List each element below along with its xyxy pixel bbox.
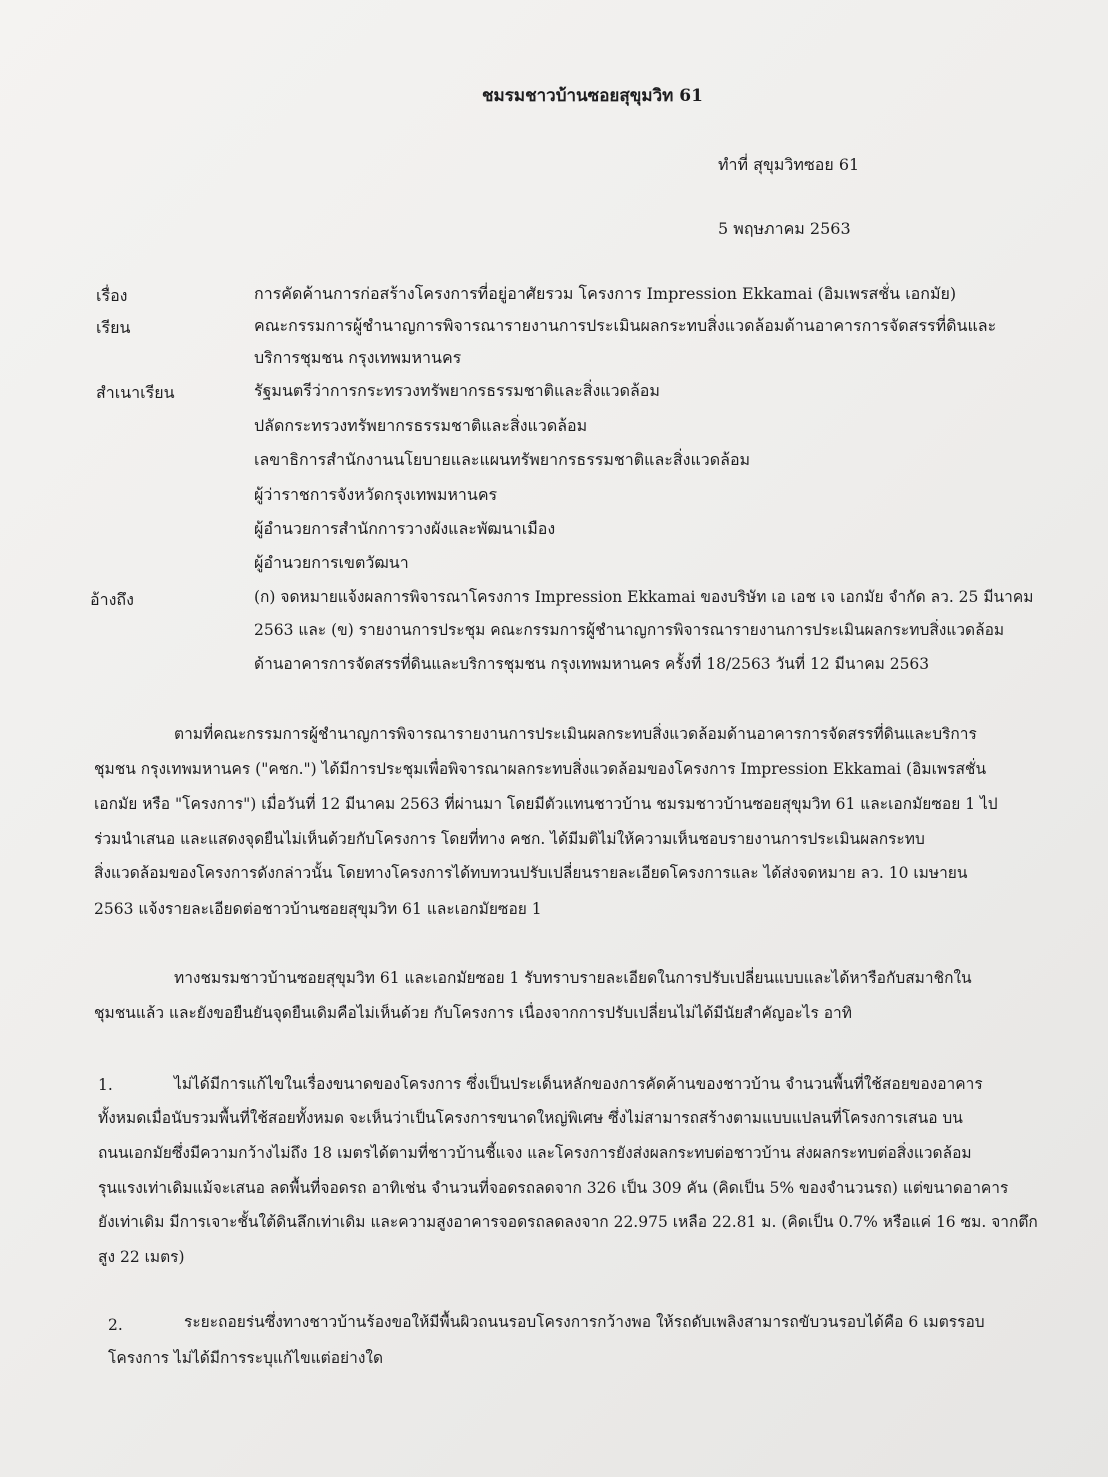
- cc-line: ผู้ว่าราชการจังหวัดกรุงเทพมหานคร: [254, 485, 498, 504]
- list-item-line: สูง 22 เมตร): [98, 1248, 185, 1266]
- cc-line: ผู้อำนวยการเขตวัฒนา: [254, 553, 409, 572]
- reference-label: อ้างถึง: [90, 590, 134, 609]
- subject-label: เรื่อง: [96, 286, 128, 305]
- body-paragraph-line: เอกมัย หรือ "โครงการ") เมื่อวันที่ 12 มีนาคม 2563 ที่ผ่านมา โดยมีตัวแทนชาวบ้าน ชมรมชาวบ้านซอยสุขุมวิท 61 และเอกมัยซอย 1 ไป: [94, 795, 998, 813]
- cc-line: รัฐมนตรีว่าการกระทรวงทรัพยากรธรรมชาติและสิ่งแวดล้อม: [254, 381, 660, 400]
- body-paragraph-line: ร่วมนำเสนอ และแสดงจุดยืนไม่เห็นด้วยกับโครงการ โดยที่ทาง คชก. ได้มีมติไม่ให้ความเห็นชอบรายงานการประเมินผลกระทบ: [94, 830, 925, 848]
- list-item-number: 2.: [108, 1316, 123, 1334]
- body-paragraph-line: ตามที่คณะกรรมการผู้ชำนาญการพิจารณารายงานการประเมินผลกระทบสิ่งแวดล้อมด้านอาคารการจัดสรรที่ดินและบริการ: [174, 725, 977, 743]
- sender-address: ทำที่ สุขุมวิทซอย 61: [718, 155, 860, 174]
- list-item-number: 1.: [98, 1076, 113, 1094]
- reference-line: (ก) จดหมายแจ้งผลการพิจารณาโครงการ Impression Ekkamai ของบริษัท เอ เอช เจ เอกมัย จำกัด ลว. 25 มีนาคม: [254, 588, 1034, 606]
- list-item-line: ทั้งหมดเมื่อนับรวมพื้นที่ใช้สอยทั้งหมด จะเห็นว่าเป็นโครงการขนาดใหญ่พิเศษ ซึ่งไม่สามารถสร้างตามแบบแปลนที่โครงการเสนอ บน: [98, 1109, 963, 1127]
- body-paragraph-line: 2563 แจ้งรายละเอียดต่อชาวบ้านซอยสุขุมวิท 61 และเอกมัยซอย 1: [94, 900, 542, 918]
- cc-line: ผู้อำนวยการสำนักการวางผังและพัฒนาเมือง: [254, 519, 556, 538]
- recipient-line: บริการชุมชน กรุงเทพมหานคร: [254, 348, 462, 367]
- list-item-line: ยังเท่าเดิม มีการเจาะชั้นใต้ดินลึกเท่าเดิม และความสูงอาคารจอดรถลดลงจาก 22.975 เหลือ 22.81 ม. (คิดเป็น 0.7% หรือแค่ 16 ซม. จากตึก: [98, 1213, 1038, 1231]
- list-item-line: รุนแรงเท่าเดิมแม้จะเสนอ ลดพื้นที่จอดรถ อาทิเช่น จำนวนที่จอดรถลดจาก 326 เป็น 309 คัน (คิดเป็น 5% ของจำนวนรถ) แต่ขนาดอาคาร: [98, 1179, 1009, 1197]
- cc-line: ปลัดกระทรวงทรัพยากรธรรมชาติและสิ่งแวดล้อม: [254, 416, 588, 435]
- body-paragraph-line: ทางชมรมชาวบ้านซอยสุขุมวิท 61 และเอกมัยซอย 1 รับทราบรายละเอียดในการปรับเปลี่ยนแบบและได้หารือกับสมาชิกใน: [174, 969, 972, 987]
- body-paragraph-line: ชุมชนแล้ว และยังขอยืนยันจุดยืนเดิมคือไม่เห็นด้วย กับโครงการ เนื่องจากการปรับเปลี่ยนไม่ได้มีนัยสำคัญอะไร อาทิ: [94, 1004, 852, 1022]
- body-paragraph-line: ชุมชน กรุงเทพมหานคร ("คชก.") ได้มีการประชุมเพื่อพิจารณาผลกระทบสิ่งแวดล้อมของโครงการ Impression Ekkamai (อิมเพรสชั่น: [94, 760, 987, 778]
- reference-line: ด้านอาคารการจัดสรรที่ดินและบริการชุมชน กรุงเทพมหานคร ครั้งที่ 18/2563 วันที่ 12 มีนาคม 2563: [254, 655, 930, 673]
- organization-title: ชมรมชาวบ้านซอยสุขุมวิท 61: [482, 86, 703, 106]
- list-item-line: ระยะถอยร่นซึ่งทางชาวบ้านร้องขอให้มีพื้นผิวถนนรอบโครงการกว้างพอ ให้รถดับเพลิงสามารถขับวนรอบได้คือ 6 เมตรรอบ: [184, 1313, 985, 1331]
- cc-line: เลขาธิการสำนักงานนโยบายและแผนทรัพยากรธรรมชาติและสิ่งแวดล้อม: [254, 450, 751, 469]
- recipient-label: เรียน: [96, 318, 131, 337]
- cc-label: สำเนาเรียน: [96, 383, 175, 402]
- letter-date: 5 พฤษภาคม 2563: [718, 219, 851, 238]
- body-paragraph-line: สิ่งแวดล้อมของโครงการดังกล่าวนั้น โดยทางโครงการได้ทบทวนปรับเปลี่ยนรายละเอียดโครงการและ ได้ส่งจดหมาย ลว. 10 เมษายน: [94, 864, 968, 882]
- list-item-line: โครงการ ไม่ได้มีการระบุแก้ไขแต่อย่างใด: [108, 1349, 384, 1367]
- reference-line: 2563 และ (ข) รายงานการประชุม คณะกรรมการผู้ชำนาญการพิจารณารายงานการประเมินผลกระทบสิ่งแวดล้อม: [254, 621, 1005, 639]
- list-item-line: ถนนเอกมัยซึ่งมีความกว้างไม่ถึง 18 เมตรได้ตามที่ชาวบ้านชี้แจง และโครงการยังส่งผลกระทบต่อชาวบ้าน ส่งผลกระทบต่อสิ่งแวดล้อม: [98, 1144, 972, 1162]
- subject-text: การคัดค้านการก่อสร้างโครงการที่อยู่อาศัยรวม โครงการ Impression Ekkamai (อิมเพรสชั่น เอกมัย): [254, 284, 957, 303]
- list-item-line: ไม่ได้มีการแก้ไขในเรื่องขนาดของโครงการ ซึ่งเป็นประเด็นหลักของการคัดค้านของชาวบ้าน จำนวนพื้นที่ใช้สอยของอาคาร: [174, 1075, 983, 1093]
- recipient-line: คณะกรรมการผู้ชำนาญการพิจารณารายงานการประเมินผลกระทบสิ่งแวดล้อมด้านอาคารการจัดสรรที่ดินและ: [254, 316, 997, 335]
